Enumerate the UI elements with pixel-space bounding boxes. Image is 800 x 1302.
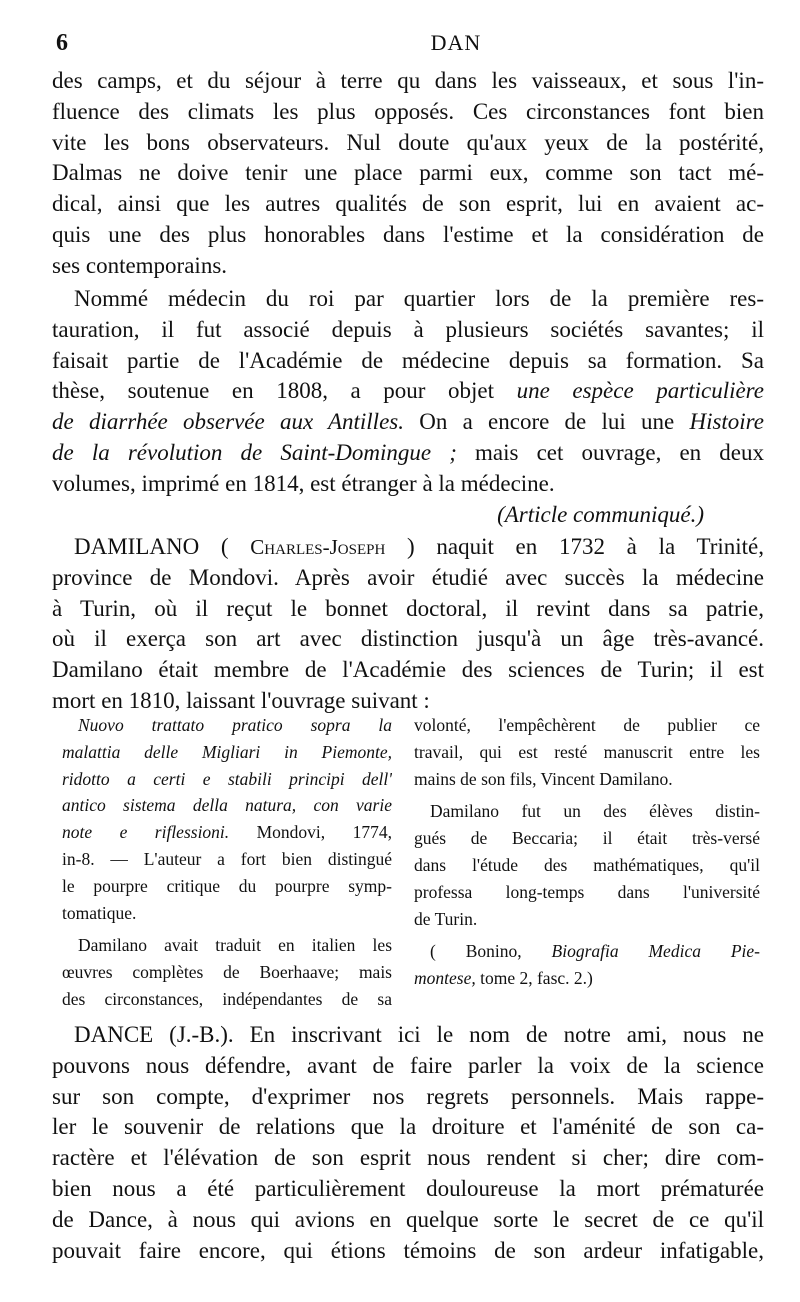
text-span: tome 2, fasc. 2.) — [475, 968, 593, 989]
text-line: dical, ainsi que les autres qualités de son esprit, lui en avaient ac- — [52, 191, 764, 217]
given-name: Charles-Joseph — [250, 535, 386, 559]
text-span: mais cet ouvrage, en deux — [456, 439, 764, 465]
text-line: ractère et l'élévation de son esprit nous rendent si cher; dire com- — [52, 1145, 764, 1171]
text-line — [62, 712, 392, 739]
dance-entry — [52, 1020, 764, 1266]
work-title: malattia delle Migliari in Piemonte, — [62, 741, 392, 762]
text-line: faisait partie de l'Académie de médecine depuis sa formation. Sa — [52, 347, 764, 373]
text-line — [62, 819, 392, 846]
text-line: tomatique. — [62, 902, 137, 923]
work-title: Nuovo trattato pratico sopra la — [78, 715, 392, 735]
text-span: (J.-B.). En inscrivant ici le nom de notre ami, nous ne — [153, 1022, 764, 1047]
thesis-title: une espèce particulière — [516, 378, 764, 404]
text-line: œuvres complètes de Boerhaave; mais — [62, 962, 392, 983]
text-line: des circonstances, indépendantes de sa — [62, 988, 392, 1009]
text-line: Damilano était membre de l'Académie des sciences de Turin; il est — [52, 657, 764, 683]
text-line: Damilano fut un des élèves distin- — [430, 801, 760, 822]
text-line: volonté, l'empêchèrent de publier ce — [414, 715, 760, 735]
text-line: dans l'étude des mathématiques, qu'il — [414, 854, 760, 875]
text-line: province de Mondovi. Après avoir étudié avec succès la médecine — [52, 564, 764, 590]
text-line: à Turin, où il reçut le bonnet doctoral, il revint dans sa patrie, — [52, 595, 764, 621]
text-span: ) naquit en 1732 à la Trinité, — [385, 534, 764, 559]
text-line: le pourpre critique du pourpre symp- — [62, 875, 392, 896]
text-line: tauration, il fut associé depuis à plusieurs sociétés savantes; il — [52, 316, 764, 342]
text-line: mort en 1810, laissant l'ouvrage suivant : — [52, 687, 430, 713]
damilano-entry — [52, 532, 764, 717]
text-span: On a encore de lui une — [404, 409, 690, 435]
right-column — [414, 712, 760, 992]
text-line: volumes, imprimé en 1814, est étranger à la médecine. — [52, 470, 555, 496]
thesis-title-cont: de diarrhée observée aux Antilles. — [52, 409, 404, 435]
book-title-cont: de la révolution de Saint-Domingue ; — [52, 439, 457, 465]
cited-work: montese, — [414, 968, 476, 989]
running-head: DAN — [430, 30, 482, 55]
work-title: note e riflessioni. — [62, 822, 230, 843]
text-line: professa long-temps dans l'université — [414, 881, 760, 902]
entry-name: DAMILANO — [74, 534, 200, 559]
text-line: des camps, et du séjour à terre qu dans les vaisseaux, et sous l'in- — [52, 68, 764, 93]
text-line: Nommé médecin du roi par quartier lors de la première res- — [74, 286, 764, 311]
text-line — [52, 438, 764, 469]
text-line: ses contemporains. — [52, 252, 228, 278]
text-line: travail, qui est resté manuscrit entre les — [414, 741, 760, 762]
text-line — [52, 376, 764, 407]
text-line: où il exerça son art avec distinction jusqu'à un âge très-avancé. — [52, 626, 764, 652]
text-line: de Turin. — [414, 908, 478, 929]
text-line: de Dance, à nous qui avions en quelque sorte le secret de ce qu'il — [52, 1206, 764, 1232]
text-line: Damilano avait traduit en italien les — [78, 935, 392, 956]
citation-cont — [414, 965, 760, 992]
text-line — [62, 739, 392, 766]
text-line: quis une des plus honorables dans l'estime et la considération de — [52, 221, 764, 247]
text-line: pouvons nous défendre, avant de faire parler la voix de la science — [52, 1052, 764, 1078]
text-line: ler le souvenir de relations que la droiture et l'aménité de son ca- — [52, 1114, 764, 1140]
text-span: Mondovi, 1774, — [229, 822, 392, 843]
text-line: pouvait faire encore, qui étions témoins de son ardeur infatigable, — [52, 1237, 764, 1263]
text-line — [62, 766, 392, 793]
text-line: Dalmas ne doive tenir une place parmi eux, comme son tact mé- — [52, 160, 764, 186]
text-line: gués de Beccaria; il était très-versé — [414, 828, 760, 849]
attribution-text: (Article communiqué.) — [497, 501, 704, 527]
attribution — [52, 500, 764, 531]
page-header — [56, 30, 760, 58]
text-span: ( — [199, 534, 251, 559]
text-line: in-8. — L'auteur a fort bien distingué — [62, 848, 392, 869]
text-line: sur son compte, d'exprimer nos regrets personnels. Mais rappe- — [52, 1083, 764, 1109]
text-line: vite les bons observateurs. Nul doute qu'aux yeux de la postérité, — [52, 129, 764, 155]
cited-work: Biografia Medica Pie- — [551, 941, 760, 962]
text-line: fluence des climats les plus opposés. Ces circonstances font bien — [52, 98, 764, 124]
dalmas-paragraph-2 — [52, 284, 764, 530]
text-line — [52, 407, 764, 438]
text-line: bien nous a été particulièrement douloureuse la mort prématurée — [52, 1175, 764, 1201]
page-number: 6 — [56, 30, 68, 56]
text-span: thèse, soutenue en 1808, a pour objet — [52, 378, 517, 404]
work-title: ridotto a certi e stabili principi dell' — [62, 768, 392, 789]
text-line: mains de son fils, Vincent Damilano. — [414, 768, 673, 789]
work-title: antico sistema della natura, con varie — [62, 795, 392, 816]
text-line — [52, 532, 764, 563]
left-column — [62, 712, 392, 1013]
book-title: Histoire — [689, 409, 764, 435]
text-span: ( Bonino, — [430, 941, 552, 962]
dalmas-entry-continuation — [52, 66, 764, 282]
citation — [414, 938, 760, 965]
text-line — [52, 1020, 764, 1051]
text-line — [62, 792, 392, 819]
footnote-columns — [62, 712, 762, 1010]
entry-name: DANCE — [74, 1022, 154, 1047]
